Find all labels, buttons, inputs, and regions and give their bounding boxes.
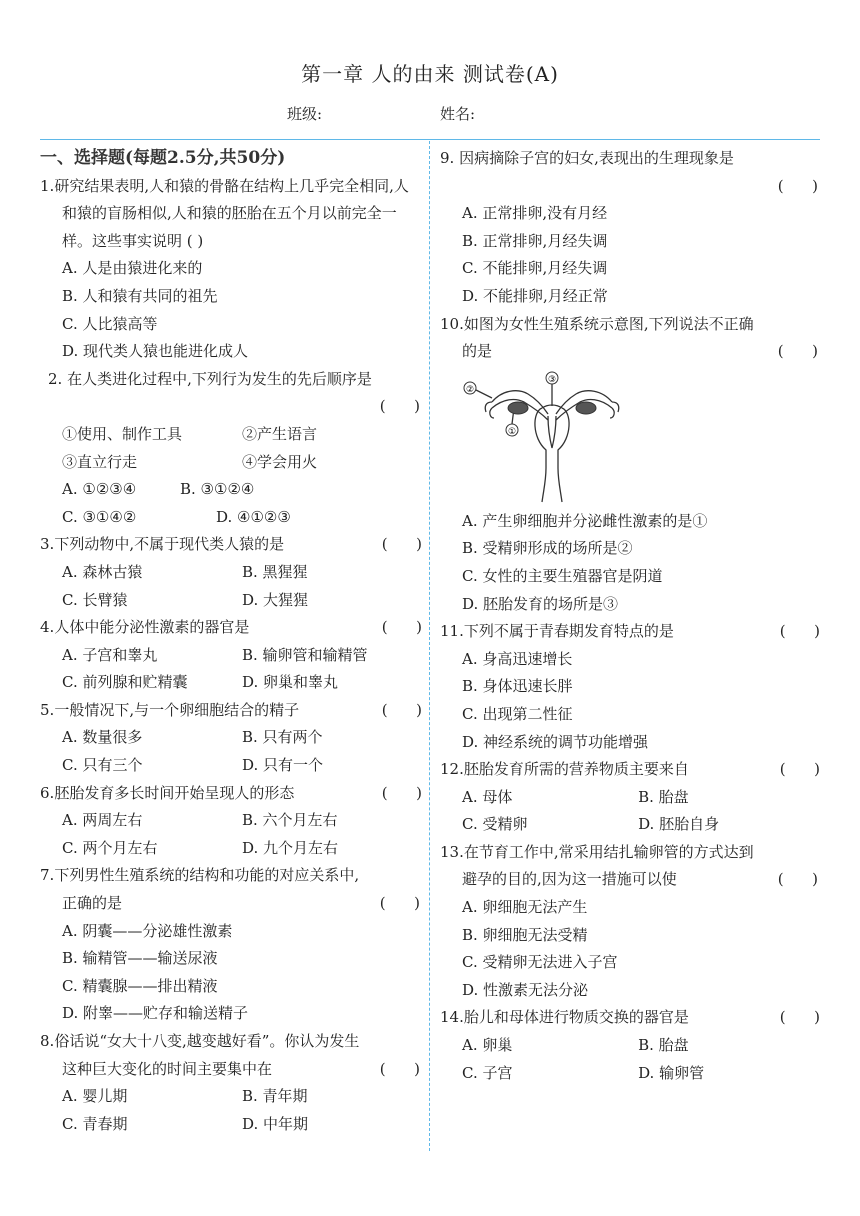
- right-column: [440, 145, 820, 1087]
- sequence-item: ①使用、制作工具: [62, 424, 183, 443]
- question-5: ( ) 5.一般情况下,与一个卵细胞结合的精子 A. 数量很多 B. 只有两个 C. 只有三个 D. 只有一个: [40, 697, 422, 780]
- option[interactable]: B. 受精卵形成的场所是②: [462, 539, 633, 558]
- option[interactable]: A. 子宫和睾丸: [62, 645, 158, 664]
- option[interactable]: A. 数量很多: [62, 728, 143, 747]
- option[interactable]: D. 只有一个: [242, 756, 324, 775]
- answer-blank[interactable]: ( ): [777, 342, 818, 361]
- answer-blank[interactable]: ( ): [379, 1059, 420, 1078]
- option[interactable]: C. 人比猿高等: [62, 314, 158, 333]
- question-2: 2. 在人类进化过程中,下列行为发生的先后顺序是 ( ) ①使用、制作工具 ②产生语言 ③直立行走 ④学会用火 A. ①②③④ B. ③①②④ C. ③①④② D. ④①②③: [40, 366, 422, 532]
- option[interactable]: B. 人和猿有共同的祖先: [62, 286, 218, 305]
- option[interactable]: C. 精囊腺——排出精液: [62, 976, 218, 995]
- option[interactable]: C. 出现第二性征: [462, 704, 573, 723]
- option[interactable]: A. ①②③④: [62, 480, 137, 499]
- option[interactable]: D. 卵巢和睾丸: [242, 673, 339, 692]
- option[interactable]: B. 青年期: [242, 1087, 308, 1106]
- answer-blank[interactable]: ( ): [381, 535, 422, 554]
- option[interactable]: C. ③①④②: [62, 507, 137, 526]
- option[interactable]: D. 性激素无法分泌: [462, 980, 589, 999]
- question-4: ( ) 4.人体中能分泌性激素的器官是 A. 子宫和睾丸 B. 输卵管和输精管 C. 前列腺和贮精囊 D. 卵巢和睾丸: [40, 614, 422, 697]
- option[interactable]: D. 胚胎发育的场所是③: [462, 594, 619, 613]
- option[interactable]: C. 子宫: [462, 1063, 513, 1082]
- label-1: ①: [507, 426, 517, 437]
- question-10: 10.如图为女性生殖系统示意图,下列说法不正确的是 ( ) ② ③ ① A. 产生卵细胞并分泌雌性激素的是① B. 受精卵形成的场所是② C. 女性的主要生殖器官是阴道 D. 胚胎发育的场所是③: [440, 311, 820, 619]
- option[interactable]: A. 森林古猿: [62, 562, 143, 581]
- section-title: 一、选择题(每题2.5分,共50分): [40, 148, 286, 168]
- option[interactable]: D. 神经系统的调节功能增强: [462, 732, 649, 751]
- option[interactable]: A. 人是由猿进化来的: [62, 259, 203, 278]
- answer-blank[interactable]: ( ): [779, 1008, 820, 1027]
- label-2: ②: [465, 384, 475, 395]
- sequence-item: ②产生语言: [242, 424, 318, 443]
- option[interactable]: C. 不能排卵,月经失调: [462, 259, 608, 278]
- sequence-item: ④学会用火: [242, 452, 318, 471]
- question-text: 一般情况下,与一个卵细胞结合的精子: [54, 700, 300, 719]
- option[interactable]: D. 九个月左右: [242, 838, 339, 857]
- question-text: 下列不属于青春期发育特点的是: [463, 622, 674, 641]
- answer-blank[interactable]: ( ): [779, 622, 820, 641]
- option[interactable]: C. 受精卵无法进入子宫: [462, 953, 618, 972]
- question-1: 1.研究结果表明,人和猿的骨骼在结构上几乎完全相同,人和猿的盲肠相似,人和猿的胚胎在五个月以前完全一样。这些事实说明 ( ) A. 人是由猿进化来的 B. 人和猿有共同的祖先 C. 人比猿高等 D. 现代类人猿也能进化成人: [40, 173, 422, 366]
- left-column: [40, 145, 422, 1138]
- option[interactable]: B. 黑猩猩: [242, 562, 308, 581]
- question-7: 7.下列男性生殖系统的结构和功能的对应关系中,正确的是 ( ) A. 阴囊——分泌雄性激素 B. 输精管——输送尿液 C. 精囊腺——排出精液 D. 附睾——贮存和输送精子: [40, 862, 422, 1028]
- option[interactable]: D. 附睾——贮存和输送精子: [62, 1004, 249, 1023]
- name-label: 姓名:: [440, 105, 476, 123]
- answer-blank[interactable]: ( ): [379, 894, 420, 913]
- option[interactable]: C. 两个月左右: [62, 838, 158, 857]
- option[interactable]: B. 只有两个: [242, 728, 323, 747]
- option[interactable]: D. ④①②③: [216, 507, 291, 526]
- question-text: 胚胎发育所需的营养物质主要来自: [463, 760, 689, 779]
- option[interactable]: A. 产生卵细胞并分泌雌性激素的是①: [462, 511, 708, 530]
- option[interactable]: C. 前列腺和贮精囊: [62, 673, 188, 692]
- option[interactable]: A. 身高迅速增长: [462, 649, 573, 668]
- option[interactable]: B. 卵细胞无法受精: [462, 925, 588, 944]
- header-divider: [40, 139, 820, 140]
- page-title: 第一章 人的由来 测试卷(A): [301, 62, 559, 86]
- question-text: 因病摘除子宫的妇女,表现出的生理现象是: [459, 149, 734, 167]
- option[interactable]: D. 输卵管: [638, 1063, 705, 1082]
- option[interactable]: C. 青春期: [62, 1114, 128, 1133]
- option[interactable]: D. 不能排卵,月经正常: [462, 286, 608, 305]
- question-text: 人体中能分泌性激素的器官是: [54, 618, 250, 637]
- option[interactable]: A. 卵细胞无法产生: [462, 898, 588, 917]
- option[interactable]: C. 只有三个: [62, 756, 143, 775]
- option[interactable]: B. 六个月左右: [242, 811, 338, 830]
- question-text: 研究结果表明,人和猿的骨骼在结构上几乎完全相同,人和猿的盲肠相似,人和猿的胚胎在五个月以前完全一样。这些事实说明 ( ): [54, 176, 409, 250]
- question-text: 俗话说“女大十八变,越变越好看”。你认为发生这种巨大变化的时间主要集中在: [54, 1032, 360, 1078]
- option[interactable]: C. 女性的主要生殖器官是阴道: [462, 566, 663, 585]
- column-divider: [429, 141, 430, 1151]
- question-text: 在节育工作中,常采用结扎输卵管的方式达到避孕的目的,因为这一措施可以使: [462, 842, 754, 889]
- answer-blank[interactable]: ( ): [779, 760, 820, 779]
- option[interactable]: B. 输卵管和输精管: [242, 645, 368, 664]
- option[interactable]: B. 身体迅速长胖: [462, 677, 573, 696]
- option[interactable]: A. 两周左右: [62, 811, 143, 830]
- question-3: ( ) 3.下列动物中,不属于现代类人猿的是 A. 森林古猿 B. 黑猩猩 C. 长臂猿 D. 大猩猩: [40, 531, 422, 614]
- option[interactable]: A. 阴囊——分泌雄性激素: [62, 921, 233, 940]
- option[interactable]: D. 现代类人猿也能进化成人: [62, 342, 249, 361]
- question-8: 8.俗话说“女大十八变,越变越好看”。你认为发生这种巨大变化的时间主要集中在 ( ) A. 婴儿期 B. 青年期 C. 青春期 D. 中年期: [40, 1028, 422, 1138]
- option[interactable]: B. 输精管——输送尿液: [62, 949, 218, 968]
- question-text: 如图为女性生殖系统示意图,下列说法不正确的是: [462, 314, 754, 361]
- option[interactable]: B. 正常排卵,月经失调: [462, 231, 608, 250]
- question-text: 在人类进化过程中,下列行为发生的先后顺序是: [67, 369, 372, 388]
- answer-blank[interactable]: ( ): [381, 700, 422, 719]
- option[interactable]: A. 卵巢: [462, 1036, 513, 1055]
- option[interactable]: A. 婴儿期: [62, 1087, 128, 1106]
- label-3: ③: [547, 374, 557, 385]
- uterus-diagram: [462, 368, 642, 508]
- option[interactable]: A. 正常排卵,没有月经: [462, 204, 608, 223]
- option[interactable]: B. 胎盘: [638, 787, 689, 806]
- question-11: ( ) 11.下列不属于青春期发育特点的是 A. 身高迅速增长 B. 身体迅速长胖 C. 出现第二性征 D. 神经系统的调节功能增强: [440, 618, 820, 756]
- question-12: ( ) 12.胚胎发育所需的营养物质主要来自 A. 母体 B. 胎盘 C. 受精卵 D. 胚胎自身: [440, 756, 820, 839]
- answer-blank[interactable]: ( ): [379, 397, 420, 416]
- question-13: 13.在节育工作中,常采用结扎输卵管的方式达到避孕的目的,因为这一措施可以使 ( ) A. 卵细胞无法产生 B. 卵细胞无法受精 C. 受精卵无法进入子宫 D. 性激素无法分泌: [440, 839, 820, 1005]
- option[interactable]: A. 母体: [462, 787, 513, 806]
- sequence-item: ③直立行走: [62, 452, 138, 471]
- question-text: 胎儿和母体进行物质交换的器官是: [463, 1008, 689, 1027]
- answer-blank[interactable]: ( ): [381, 783, 422, 802]
- class-label: 班级:: [287, 105, 323, 123]
- question-text: 下列动物中,不属于现代类人猿的是: [54, 535, 285, 554]
- question-9: 9. 因病摘除子宫的妇女,表现出的生理现象是 ( ) A. 正常排卵,没有月经 B. 正常排卵,月经失调 C. 不能排卵,月经失调 D. 不能排卵,月经正常: [440, 145, 820, 311]
- question-14: ( ) 14.胎儿和母体进行物质交换的器官是 A. 卵巢 B. 胎盘 C. 子宫 D. 输卵管: [440, 1004, 820, 1087]
- option[interactable]: C. 受精卵: [462, 815, 528, 834]
- answer-blank[interactable]: ( ): [777, 176, 818, 195]
- option[interactable]: D. 中年期: [242, 1114, 309, 1133]
- option[interactable]: C. 长臂猿: [62, 590, 128, 609]
- question-text: 胚胎发育多长时间开始呈现人的形态: [54, 783, 295, 802]
- option[interactable]: D. 大猩猩: [242, 590, 309, 609]
- option[interactable]: D. 胚胎自身: [638, 815, 720, 834]
- question-text: 下列男性生殖系统的结构和功能的对应关系中,正确的是: [54, 866, 360, 913]
- option[interactable]: B. ③①②④: [180, 480, 255, 499]
- answer-blank[interactable]: ( ): [777, 870, 818, 889]
- option[interactable]: B. 胎盘: [638, 1036, 689, 1055]
- question-6: ( ) 6.胚胎发育多长时间开始呈现人的形态 A. 两周左右 B. 六个月左右 C. 两个月左右 D. 九个月左右: [40, 780, 422, 863]
- answer-blank[interactable]: ( ): [381, 618, 422, 637]
- reproductive-system-figure: [440, 366, 820, 508]
